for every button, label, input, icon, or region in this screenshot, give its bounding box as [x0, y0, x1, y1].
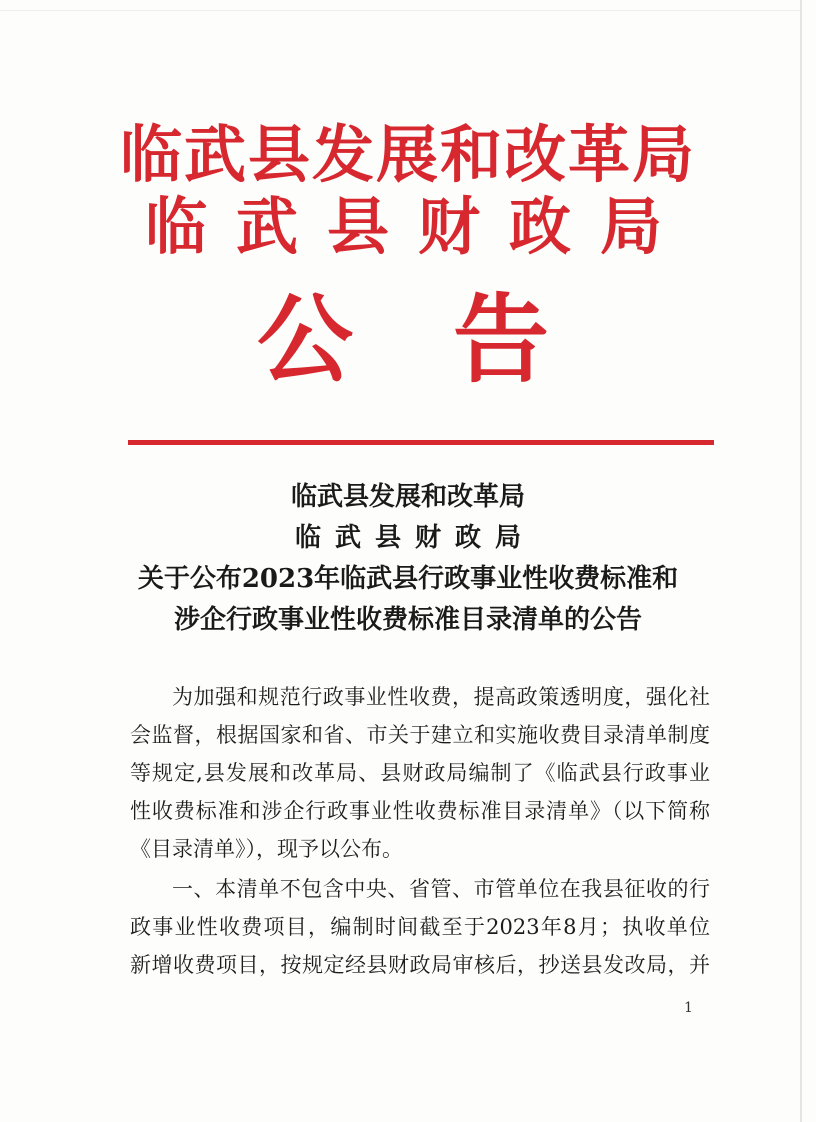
header-doc-type: 公告	[257, 284, 649, 396]
paragraph-line: 等规定,县发展和改革局、县财政局编制了《临武县行政事业	[130, 761, 710, 785]
paragraph-line: 会监督，根据国家和省、市关于建立和实施收费目录清单制度	[130, 723, 710, 747]
paragraph-line: 新增收费项目，按规定经县财政局审核后，抄送县发改局，并	[130, 953, 710, 977]
paragraph-line: 为加强和规范行政事业性收费，提高政策透明度，强化社	[172, 685, 710, 709]
scan-edge-top	[0, 10, 800, 11]
paragraph-line: 性收费标准和涉企行政事业性收费标准目录清单》（以下简称	[130, 799, 710, 823]
paragraph-line: 一、本清单不包含中央、省管、市管单位在我县征收的行	[172, 877, 710, 901]
title-line-2: 临武县财政局	[294, 523, 535, 553]
header-issuer-1: 临武县发展和改革局	[119, 118, 696, 191]
header-issuer-2: 临武县财政局	[144, 190, 691, 263]
page-number: 1	[684, 1000, 693, 1016]
title-line-3: 关于公布2023年临武县行政事业性收费标准和	[137, 564, 679, 594]
title-line-1: 临武县发展和改革局	[290, 482, 525, 512]
title-line-4: 涉企行政事业性收费标准目录清单的公告	[173, 605, 642, 635]
paragraph-intro	[130, 678, 710, 868]
paragraph-line: 政事业性收费项目，编制时间截至于2023年8月；执收单位	[130, 915, 710, 939]
red-divider-rule	[128, 440, 714, 445]
paragraph-line: 《目录清单》），现予以公布。	[130, 837, 403, 861]
paragraph-item-1	[130, 870, 710, 984]
